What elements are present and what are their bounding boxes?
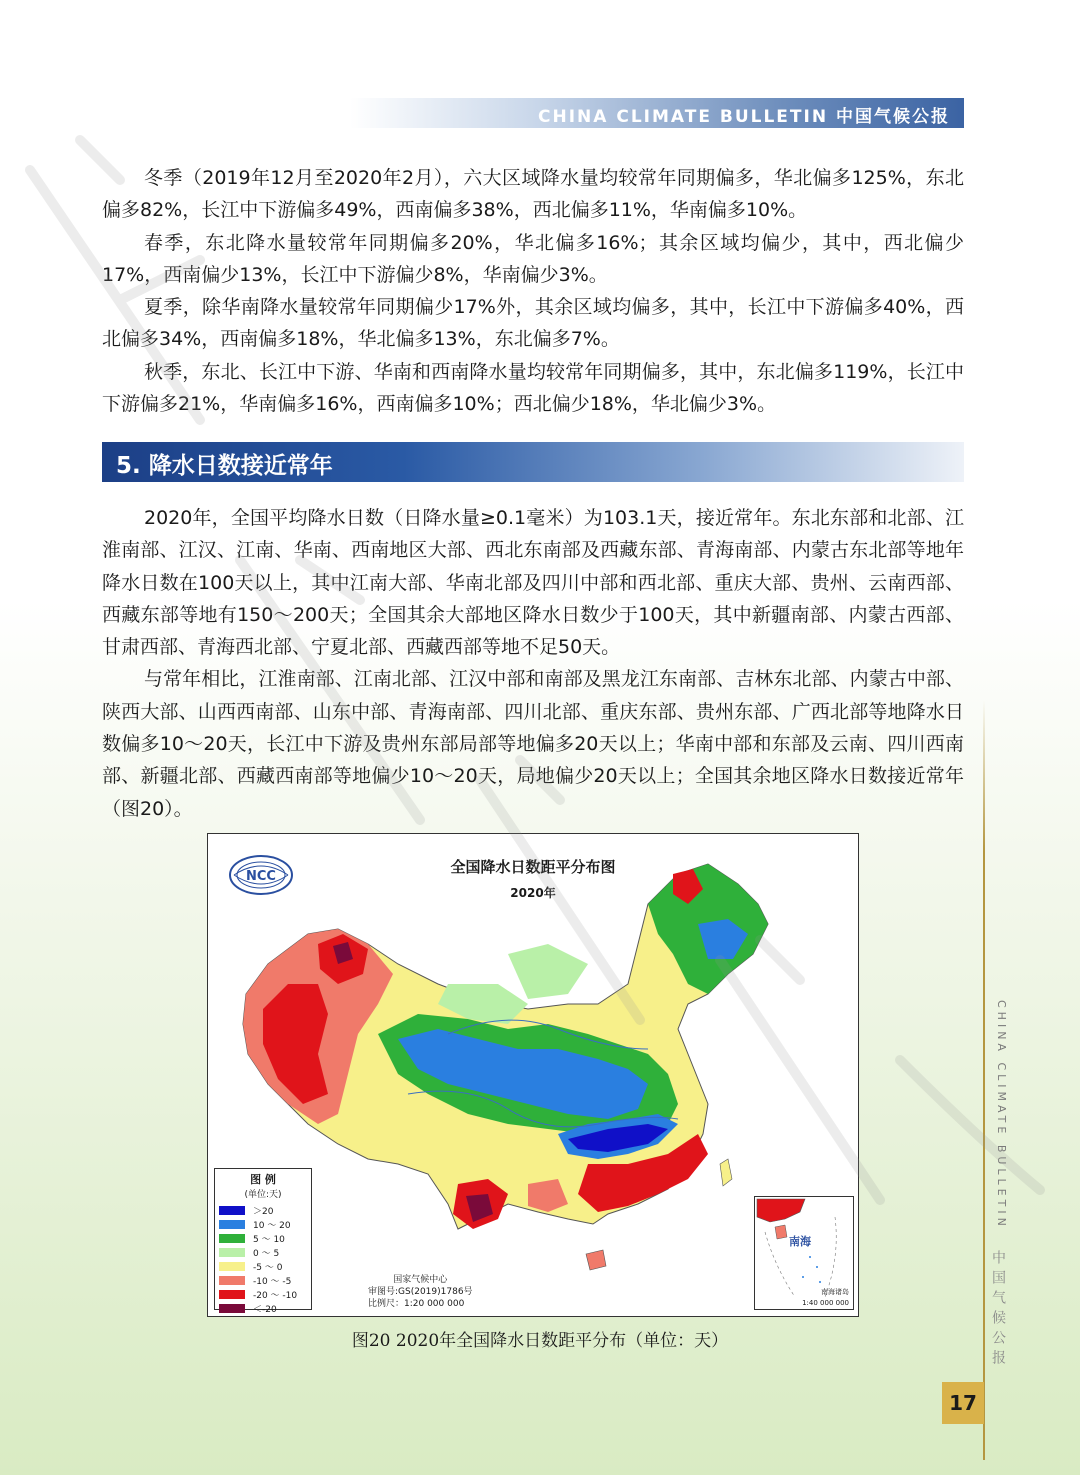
map-approval-number: 审图号:GS(2019)1786号 — [368, 1287, 473, 1297]
legend-item: -20 ～ -10 — [219, 1287, 311, 1301]
section-header — [102, 442, 964, 482]
legend-swatch — [219, 1276, 245, 1285]
map-source-org: 国家气候中心 — [393, 1275, 448, 1285]
inset-label: 南海 — [789, 1235, 811, 1248]
legend-swatch — [219, 1290, 245, 1299]
legend-swatch — [219, 1304, 245, 1313]
page-number: 17 — [942, 1382, 984, 1424]
south-china-sea-inset — [754, 1196, 854, 1310]
svg-text:NCC: NCC — [246, 869, 276, 884]
map-scale: 比例尺：1:20 000 000 — [368, 1299, 465, 1309]
legend-item: 0 ～ 5 — [219, 1245, 311, 1259]
side-divider — [983, 700, 985, 1460]
rain-days-anomaly-map — [207, 833, 859, 1317]
inset-note: 南海诸岛 — [821, 1288, 849, 1296]
map-title: 全国降水日数距平分布图 — [450, 858, 616, 876]
paragraph-rain-days-anomaly: 与常年相比，江淮南部、江南北部、江汉中部和南部及黑龙江东南部、吉林东北部、内蒙古中部、陕西大部、山西西南部、山东中部、青海南部、四川北部、重庆东部、贵州东部、广西北部等地降水日数偏多10～20天，长江中下游及贵州东部局部等地偏多20天以上；华南中部和东部及云南、四川西南部、新疆北部、西藏西南部等地偏少10～20天，局地偏少20天以上；全国其余地区降水日数接近常年（图20）。 — [102, 668, 964, 820]
rain-days-text — [102, 502, 964, 825]
paragraph-winter: 冬季（2019年12月至2020年2月），六大区域降水量均较常年同期偏多，华北偏多125%，东北偏多82%，长江中下游偏多49%，西南偏多38%，西北偏多11%，华南偏多10%。 — [102, 167, 964, 222]
map-legend — [214, 1168, 312, 1315]
legend-item: ＜-20 — [219, 1301, 311, 1315]
legend-title: 图 例 — [250, 1173, 276, 1186]
inset-scale: 1:40 000 000 — [802, 1299, 849, 1307]
section-title: 5. 降水日数接近常年 — [116, 453, 333, 479]
side-title-cn: 中国气候公报 — [990, 1250, 1006, 1370]
figure-caption: 图20 2020年全国降水日数距平分布（单位：天） — [351, 1331, 729, 1351]
side-title-en: CHINA CLIMATE BULLETIN — [995, 1000, 1008, 1230]
legend-item: ＞20 — [219, 1203, 311, 1217]
paragraph-spring: 春季，东北降水量较常年同期偏多20%，华北偏多16%；其余区域均偏少，其中，西北偏少17%，西南偏少13%，长江中下游偏少8%，华南偏少3%。 — [102, 231, 964, 286]
legend-item: -10 ～ -5 — [219, 1273, 311, 1287]
map-year: 2020年 — [510, 886, 556, 900]
map-source — [368, 1274, 473, 1310]
legend-swatch — [219, 1220, 245, 1229]
header-title: CHINA CLIMATE BULLETIN 中国气候公报 — [538, 107, 950, 127]
seasonal-precipitation-text — [102, 162, 964, 420]
legend-swatch — [219, 1262, 245, 1271]
legend-item: 5 ～ 10 — [219, 1231, 311, 1245]
legend-swatch — [219, 1234, 245, 1243]
header-bar — [350, 98, 964, 128]
paragraph-rain-days: 2020年，全国平均降水日数（日降水量≥0.1毫米）为103.1天，接近常年。东北东部和北部、江淮南部、江汉、江南、华南、西南地区大部、西北东南部及西藏东部、青海南部、内蒙古东北部等地年降水日数在100天以上，其中江南大部、华南北部及四川中部和西北部、重庆大部、贵州、云南西部、西藏东部等地有150～200天；全国其余大部地区降水日数少于100天，其中新疆南部、内蒙古西部、甘肃西部、青海西北部、宁夏北部、西藏西部等地不足50天。 — [102, 507, 964, 659]
paragraph-autumn: 秋季，东北、长江中下游、华南和西南降水量均较常年同期偏多，其中，东北偏多119%，长江中下游偏多21%，华南偏多16%，西南偏多10%；西北偏少18%，华北偏少3%。 — [102, 360, 964, 416]
legend-item: -5 ～ 0 — [219, 1259, 311, 1273]
legend-swatch — [219, 1206, 245, 1215]
legend-unit: (单位:天) — [244, 1190, 282, 1200]
legend-swatch — [219, 1248, 245, 1257]
paragraph-summer: 夏季，除华南降水量较常年同期偏少17%外，其余区域均偏多，其中，长江中下游偏多40%，西北偏多34%，西南偏多18%，华北偏多13%，东北偏多7%。 — [102, 296, 964, 351]
legend-item: 10 ～ 20 — [219, 1217, 311, 1231]
